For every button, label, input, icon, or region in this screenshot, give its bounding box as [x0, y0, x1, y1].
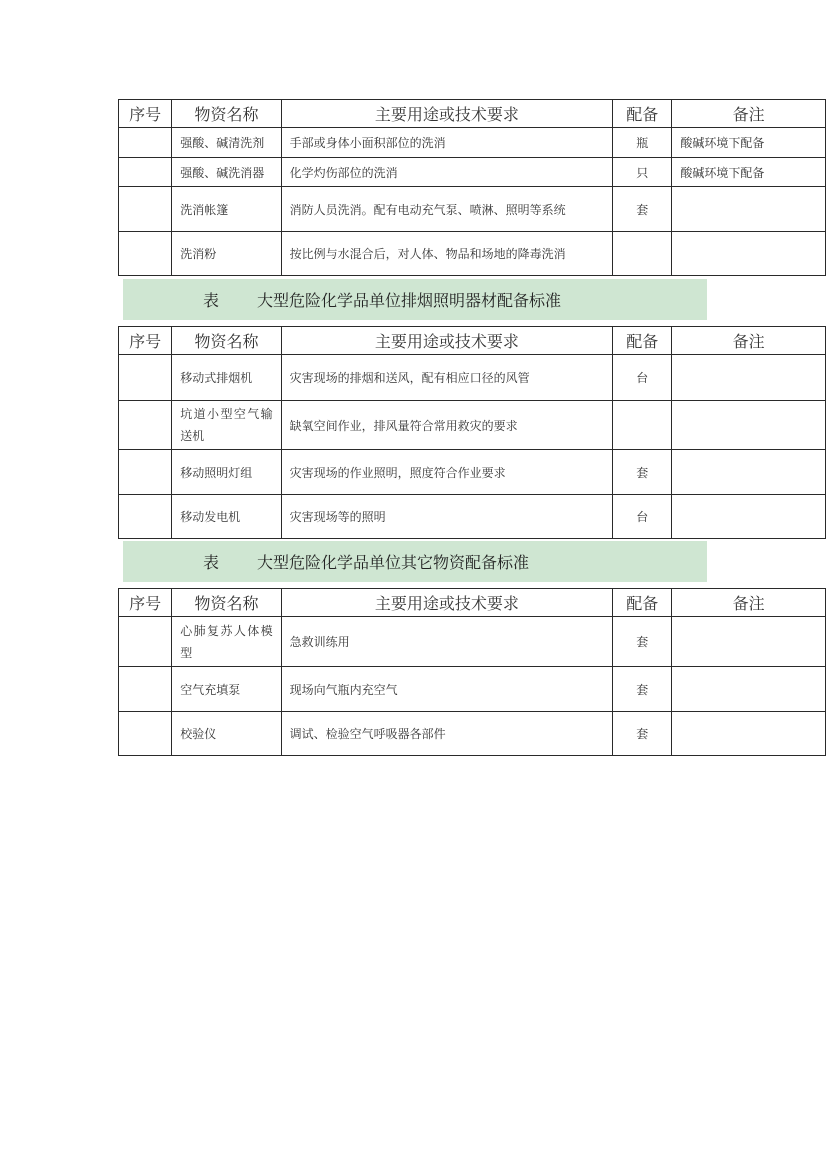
- cell-no: [119, 128, 172, 158]
- table-row: [119, 187, 826, 232]
- cell-unit: [613, 232, 672, 276]
- cell-no: [119, 158, 172, 187]
- cell-note: [672, 712, 826, 756]
- cell-usage: 缺氧空间作业，排风量符合常用救灾的要求: [281, 401, 612, 450]
- cell-usage: 手部或身体小面积部位的洗消: [281, 128, 612, 158]
- cell-name: 坑道小型空气输送机: [172, 401, 281, 450]
- cell-no: [119, 617, 172, 667]
- cell-name: 洗消帐篷: [172, 187, 281, 232]
- header-no: 序号: [119, 327, 172, 355]
- cell-name: 心肺复苏人体模型: [172, 617, 281, 667]
- header-unit: 配备: [613, 100, 672, 128]
- cell-usage: 灾害现场等的照明: [281, 495, 612, 539]
- cell-name: 移动式排烟机: [172, 355, 281, 401]
- cell-note: 酸碱环境下配备: [672, 158, 826, 187]
- cell-unit: 台: [613, 495, 672, 539]
- table-decontamination: [118, 99, 826, 276]
- header-usage: 主要用途或技术要求: [281, 589, 612, 617]
- header-note: 备注: [672, 327, 826, 355]
- cell-note: [672, 355, 826, 401]
- cell-no: [119, 401, 172, 450]
- cell-usage: 急救训练用: [281, 617, 612, 667]
- table-caption-smoke-lighting: [123, 279, 707, 320]
- table-other-supplies: [118, 588, 826, 756]
- cell-no: [119, 667, 172, 712]
- cell-unit: 套: [613, 712, 672, 756]
- cell-unit: 瓶: [613, 128, 672, 158]
- cell-usage: 消防人员洗消。配有电动充气泵、喷淋、照明等系统: [281, 187, 612, 232]
- cell-unit: 台: [613, 355, 672, 401]
- table-header-row: [119, 327, 826, 355]
- cell-unit: [613, 401, 672, 450]
- cell-usage: 化学灼伤部位的洗消: [281, 158, 612, 187]
- cell-name: 校验仪: [172, 712, 281, 756]
- header-note: 备注: [672, 589, 826, 617]
- cell-unit: 套: [613, 617, 672, 667]
- cell-name: 移动照明灯组: [172, 450, 281, 495]
- table-row: [119, 667, 826, 712]
- cell-usage: 灾害现场的排烟和送风，配有相应口径的风管: [281, 355, 612, 401]
- cell-usage: 灾害现场的作业照明，照度符合作业要求: [281, 450, 612, 495]
- header-note: 备注: [672, 100, 826, 128]
- cell-usage: 按比例与水混合后，对人体、物品和场地的降毒洗消: [281, 232, 612, 276]
- cell-note: [672, 187, 826, 232]
- cell-usage: 现场向气瓶内充空气: [281, 667, 612, 712]
- table-header-row: [119, 100, 826, 128]
- cell-unit: 只: [613, 158, 672, 187]
- cell-name: 空气充填泵: [172, 667, 281, 712]
- cell-note: [672, 667, 826, 712]
- caption-prefix: 表: [202, 291, 219, 310]
- caption-title: 大型危险化学品单位排烟照明器材配备标准: [257, 291, 562, 310]
- cell-name: 强酸、碱清洗剂: [172, 128, 281, 158]
- caption-prefix: 表: [202, 553, 219, 572]
- cell-note: [672, 232, 826, 276]
- table-row: [119, 128, 826, 158]
- table-row: [119, 617, 826, 667]
- cell-no: [119, 495, 172, 539]
- cell-usage: 调试、检验空气呼吸器各部件: [281, 712, 612, 756]
- table-row: [119, 158, 826, 187]
- header-name: 物资名称: [172, 589, 281, 617]
- cell-name: 洗消粉: [172, 232, 281, 276]
- cell-note: [672, 450, 826, 495]
- header-unit: 配备: [613, 327, 672, 355]
- header-usage: 主要用途或技术要求: [281, 100, 612, 128]
- table-smoke-lighting: [118, 326, 826, 539]
- table-caption-other-supplies: [123, 541, 707, 582]
- cell-no: [119, 187, 172, 232]
- header-usage: 主要用途或技术要求: [281, 327, 612, 355]
- cell-name: 强酸、碱洗消器: [172, 158, 281, 187]
- cell-note: [672, 401, 826, 450]
- cell-unit: 套: [613, 667, 672, 712]
- cell-no: [119, 450, 172, 495]
- table-row: [119, 232, 826, 276]
- table-row: [119, 355, 826, 401]
- header-no: 序号: [119, 100, 172, 128]
- cell-no: [119, 355, 172, 401]
- cell-no: [119, 712, 172, 756]
- cell-name: 移动发电机: [172, 495, 281, 539]
- table-row: [119, 401, 826, 450]
- caption-title: 大型危险化学品单位其它物资配备标准: [257, 553, 530, 572]
- table-row: [119, 495, 826, 539]
- cell-no: [119, 232, 172, 276]
- table-header-row: [119, 589, 826, 617]
- table-row: [119, 712, 826, 756]
- table-row: [119, 450, 826, 495]
- header-unit: 配备: [613, 589, 672, 617]
- header-name: 物资名称: [172, 100, 281, 128]
- header-name: 物资名称: [172, 327, 281, 355]
- header-no: 序号: [119, 589, 172, 617]
- cell-note: [672, 495, 826, 539]
- cell-note: 酸碱环境下配备: [672, 128, 826, 158]
- cell-unit: 套: [613, 187, 672, 232]
- cell-note: [672, 617, 826, 667]
- cell-unit: 套: [613, 450, 672, 495]
